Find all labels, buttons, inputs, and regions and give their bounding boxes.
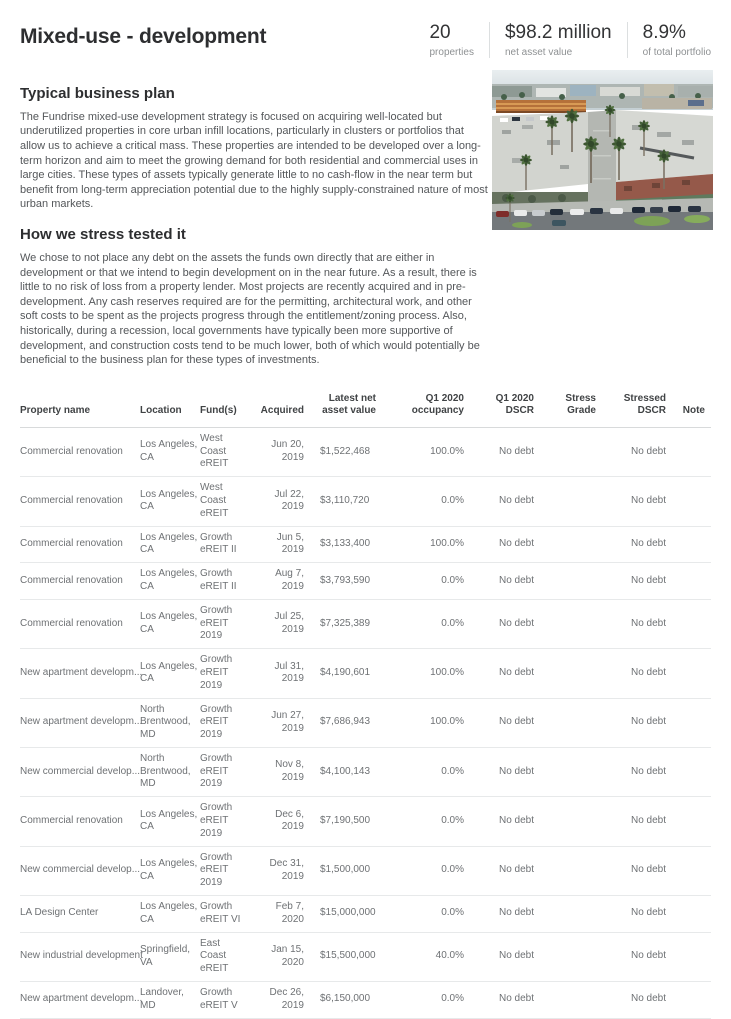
stat-value: $98.2 million (504, 22, 612, 43)
cell-property-name: New apartment developm... (20, 993, 143, 1005)
cell-dscr: No debt (498, 950, 534, 962)
cell-fund: West Coast eREIT (200, 482, 229, 519)
table-row (20, 527, 711, 564)
page-header (20, 0, 711, 58)
cell-fund: Growth eREIT 2019 (200, 703, 233, 741)
cell-property-name: New commercial develop... (20, 765, 141, 777)
cell-stressed-dscr: No debt (630, 537, 666, 549)
table-row (20, 649, 711, 698)
cell-acquired: Dec 31, 2019 (269, 858, 304, 882)
stat-net-asset-value (489, 22, 627, 58)
cell-location: Los Angeles, CA (140, 611, 198, 635)
cell-latest-nav: $1,500,000 (320, 864, 371, 876)
cell-occupancy: 0.0% (441, 864, 464, 876)
cell-dscr: No debt (498, 574, 534, 586)
cell-location: Springfield, VA (140, 944, 191, 968)
cell-fund: Growth eREIT II (200, 568, 237, 592)
cell-stressed-dscr: No debt (630, 617, 666, 629)
cell-latest-nav: $4,100,143 (320, 765, 371, 777)
cell-acquired: Jul 25, 2019 (274, 611, 304, 635)
col-header-acquired: Acquired (260, 405, 304, 417)
cell-property-name: New apartment developm... (20, 716, 143, 728)
cell-acquired: Dec 6, 2019 (275, 808, 304, 833)
cell-acquired: Dec 26, 2019 (269, 987, 304, 1011)
cell-stressed-dscr: No debt (630, 574, 666, 586)
cell-acquired: Nov 8, 2019 (275, 759, 304, 784)
cell-occupancy: 100.0% (430, 537, 464, 549)
col-header-occupancy: Q1 2020 occupancy (411, 392, 464, 417)
section-stress-test (20, 226, 490, 368)
cell-stressed-dscr: No debt (630, 907, 666, 919)
cell-fund: Growth eREIT 2019 (200, 752, 233, 790)
section-body: We chose to not place any debt on the assets the funds own directly that are either in development or that we intend to begin development on in the near future. As a result, there is little to no risk of loss from a property lender. Most projects are recently acquired and in pre-development. Any cash reserves required are for the permitting, architectural work, and other soft costs to be spent as the projects progress through the entitlement/zoning process. Also, historically, during a recession, local governments have typically been more supportive of development, and construction costs tend to be much lower, both of which would potentially be beneficial to the business plan for these types of investments. (20, 252, 480, 367)
col-header-stressed-dscr: Stressed DSCR (623, 392, 666, 417)
cell-latest-nav: $3,793,590 (320, 574, 371, 586)
cell-latest-nav: $15,500,000 (320, 950, 376, 962)
cell-property-name: Commercial renovation (20, 494, 123, 506)
cell-stressed-dscr: No debt (630, 765, 666, 777)
cell-property-name: Commercial renovation (20, 815, 123, 827)
cell-dscr: No debt (498, 907, 534, 919)
cell-latest-nav: $7,325,389 (320, 617, 371, 629)
cell-dscr: No debt (498, 993, 534, 1005)
cell-latest-nav: $1,522,468 (320, 445, 371, 457)
cell-acquired: Jun 27, 2019 (271, 709, 304, 734)
cell-occupancy: 100.0% (430, 445, 464, 457)
section-body: The Fundrise mixed-use development strategy is focused on acquiring well-located but underutilized properties in core urban infill locations, particularly in clusters or portfolios that allow us to achieve a critical mass. These properties are intended to be developed over a long-term horizon and aim to meet the growing demand for both residential and commercial uses in large cities. These types of assets typically generate little to no cash-flow in the near term but benefit from long-term appreciation potential due to the highly supply-constrained nature of most urban markets. (20, 110, 488, 211)
cell-occupancy: 100.0% (430, 716, 464, 728)
cell-location: Landover, MD (140, 987, 184, 1011)
cell-location: North Brentwood, MD (140, 752, 191, 790)
col-header-stress-grade: Stress Grade (565, 392, 596, 417)
cell-acquired: Jun 5, 2019 (276, 531, 304, 556)
cell-fund: Growth eREIT 2019 (200, 851, 233, 889)
cell-acquired: Aug 7, 2019 (275, 568, 304, 592)
section-heading: How we stress tested it (20, 226, 186, 243)
table-row (20, 563, 711, 600)
section-business-plan (20, 85, 490, 212)
table-row (20, 428, 711, 477)
col-header-latest-nav: Latest net asset value (322, 392, 376, 417)
cell-dscr: No debt (498, 666, 534, 678)
col-header-property-name: Property name (20, 405, 91, 417)
cell-acquired: Jul 31, 2019 (274, 660, 304, 685)
cell-latest-nav: $3,110,720 (320, 494, 370, 506)
cell-fund: Growth eREIT II (200, 531, 237, 556)
section-heading: Typical business plan (20, 84, 175, 102)
property-aerial-photo (492, 70, 713, 230)
table-header-row (20, 393, 711, 428)
cell-property-name: New apartment developm... (20, 666, 143, 678)
cell-occupancy: 100.0% (430, 666, 464, 678)
cell-stressed-dscr: No debt (630, 716, 666, 728)
cell-fund: Growth eREIT VI (200, 901, 241, 925)
cell-property-name: LA Design Center (20, 907, 99, 919)
cell-occupancy: 0.0% (441, 617, 464, 629)
cell-stressed-dscr: No debt (630, 494, 666, 506)
cell-occupancy: 0.0% (441, 765, 464, 777)
cell-fund: West Coast eREIT (200, 432, 229, 470)
cell-occupancy: 0.0% (441, 907, 464, 919)
table-row (20, 933, 711, 982)
cell-stressed-dscr: No debt (630, 950, 666, 962)
cell-location: Los Angeles, CA (140, 439, 198, 463)
cell-fund: Growth eREIT 2019 (200, 604, 233, 642)
cell-location: Los Angeles, CA (140, 488, 198, 513)
table-body (20, 428, 711, 1019)
cell-occupancy: 0.0% (441, 993, 464, 1005)
stat-label: properties (429, 46, 474, 58)
summary-stats (414, 22, 711, 58)
col-header-funds: Fund(s) (200, 405, 237, 417)
stat-label: of total portfolio (642, 46, 711, 58)
cell-acquired: Jul 22, 2019 (274, 488, 304, 513)
stat-portfolio-share (627, 22, 711, 58)
cell-latest-nav: $4,190,601 (320, 666, 371, 678)
table-row (20, 600, 711, 649)
cell-occupancy: 0.0% (441, 815, 464, 827)
col-header-location: Location (140, 405, 182, 417)
cell-acquired: Jun 20, 2019 (271, 439, 304, 463)
cell-latest-nav: $15,000,000 (320, 907, 376, 919)
page-title: Mixed-use - development (20, 25, 267, 48)
cell-fund: Growth eREIT V (200, 987, 238, 1011)
cell-location: Los Angeles, CA (140, 660, 198, 685)
cell-dscr: No debt (498, 617, 534, 629)
col-header-note: Note (682, 405, 705, 417)
cell-dscr: No debt (498, 864, 534, 876)
cell-dscr: No debt (498, 765, 534, 777)
cell-occupancy: 0.0% (441, 494, 464, 506)
cell-dscr: No debt (498, 716, 534, 728)
cell-latest-nav: $3,133,400 (320, 537, 371, 549)
cell-location: Los Angeles, CA (140, 531, 198, 556)
table-row (20, 896, 711, 933)
cell-fund: East Coast eREIT (200, 937, 229, 975)
cell-property-name: New industrial development (20, 950, 143, 962)
cell-stressed-dscr: No debt (630, 666, 666, 678)
cell-location: North Brentwood, MD (140, 703, 191, 741)
cell-fund: Growth eREIT 2019 (200, 802, 233, 839)
cell-acquired: Jan 15, 2020 (271, 944, 304, 968)
cell-latest-nav: $6,150,000 (320, 993, 371, 1005)
cell-property-name: Commercial renovation (20, 445, 123, 457)
cell-occupancy: 40.0% (435, 950, 464, 962)
cell-latest-nav: $7,686,943 (320, 716, 371, 728)
aerial-photo-illustration (492, 70, 713, 230)
table-row (20, 982, 711, 1019)
table-row (20, 477, 711, 526)
cell-dscr: No debt (498, 494, 534, 506)
cell-location: Los Angeles, CA (140, 808, 198, 833)
stat-value: 20 (429, 22, 451, 43)
table-row (20, 797, 711, 846)
cell-stressed-dscr: No debt (630, 815, 666, 827)
cell-location: Los Angeles, CA (140, 858, 198, 882)
stat-label: net asset value (504, 46, 573, 58)
cell-fund: Growth eREIT 2019 (200, 654, 233, 691)
table-row (20, 847, 711, 896)
cell-stressed-dscr: No debt (630, 445, 666, 457)
cell-occupancy: 0.0% (441, 574, 464, 586)
cell-dscr: No debt (498, 815, 534, 827)
table-row (20, 748, 711, 797)
col-header-dscr: Q1 2020 DSCR (495, 392, 534, 417)
cell-property-name: Commercial renovation (20, 617, 123, 629)
properties-table (20, 393, 711, 1019)
cell-stressed-dscr: No debt (630, 864, 666, 876)
cell-stressed-dscr: No debt (630, 993, 666, 1005)
cell-property-name: Commercial renovation (20, 574, 123, 586)
stat-properties (414, 22, 488, 58)
stat-value: 8.9% (642, 22, 686, 43)
cell-acquired: Feb 7, 2020 (275, 901, 304, 925)
cell-dscr: No debt (498, 537, 534, 549)
cell-latest-nav: $7,190,500 (320, 815, 371, 827)
cell-dscr: No debt (498, 445, 534, 457)
table-row (20, 699, 711, 748)
cell-location: Los Angeles, CA (140, 568, 198, 592)
cell-property-name: Commercial renovation (20, 537, 123, 549)
cell-location: Los Angeles, CA (140, 901, 198, 925)
cell-property-name: New commercial develop... (20, 864, 141, 876)
